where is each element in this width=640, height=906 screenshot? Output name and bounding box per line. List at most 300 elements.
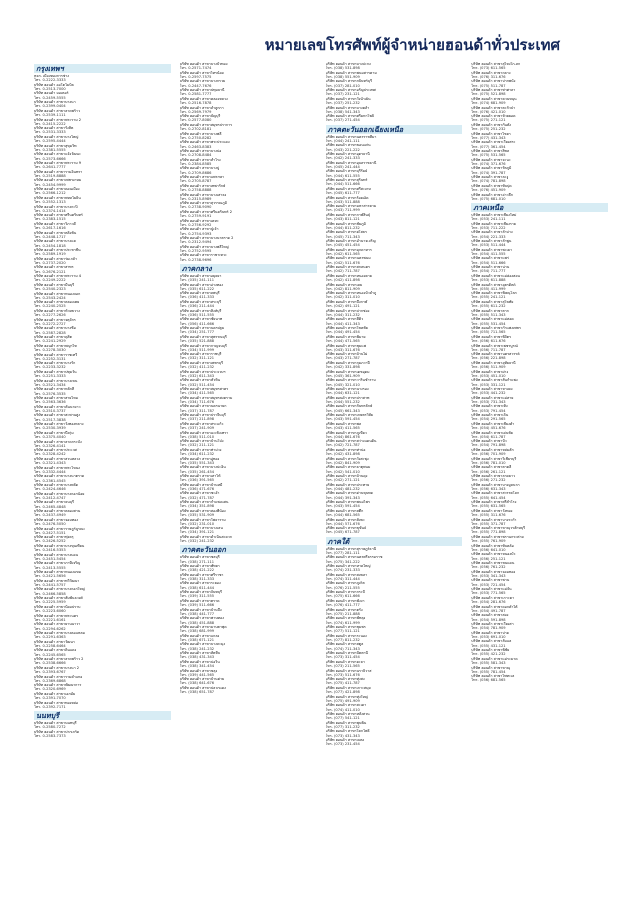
dealer-phone: โทร. 0-2437-4949	[34, 513, 66, 518]
dealer-entry	[326, 387, 463, 395]
dealer-name: บริษัท ฮอนด้า สาขาบางคอแหลม	[34, 631, 85, 635]
dealer-phone: โทร. (076) 411-777	[325, 603, 360, 608]
dealer-phone: โทร. 0-2332-4444	[34, 469, 66, 474]
dealer-entry	[326, 573, 463, 581]
dealer-phone: โทร. (076) 211-555	[325, 585, 360, 590]
dealer-entry	[34, 231, 171, 239]
dealer-phone: โทร. 0-2426-5252	[34, 539, 66, 544]
dealer-entry	[326, 309, 463, 317]
dealer-name: บริษัท ฮอนด้า สาขามหาสารคาม	[325, 204, 377, 209]
dealer-phone: โทร. (053) 331-121	[471, 382, 506, 387]
dealer-name: บริษัท ฮอนด้า สาขาบ้านดุง	[325, 474, 368, 479]
dealer-phone: โทร. (056) 221-898	[471, 356, 506, 361]
dealer-entry	[471, 483, 608, 491]
dealer-entry	[326, 274, 463, 282]
dealer-phone: โทร. (077) 281-111	[325, 550, 360, 555]
dealer-phone: โทร. 0-2552-1313	[34, 200, 66, 205]
dealer-name: บริษัท ฮอนด้า สาขาคลองเตย	[34, 300, 80, 305]
dealer-name: บริษัท ฮอนด้า สาขารังสิต	[34, 126, 74, 131]
dealer-phone: โทร. (042) 271-121	[325, 478, 360, 483]
dealer-entry	[471, 639, 608, 647]
dealer-column	[180, 62, 317, 747]
dealer-entry	[471, 570, 608, 578]
dealer-entry	[326, 317, 463, 325]
dealer-phone: โทร. (045) 451-454	[325, 243, 360, 248]
dealer-entry	[34, 257, 171, 265]
dealer-name: หจก. เมืองทองการช่าง	[34, 74, 70, 78]
dealer-name: บริษัท ฮอนด้า สาขาหนองคาย	[325, 273, 372, 278]
dealer-phone: โทร. 0-2221-6161	[34, 617, 66, 622]
dealer-entry	[471, 535, 608, 543]
dealer-name: บริษัท ฮอนด้า สาขาห้วยขวาง	[34, 308, 80, 313]
dealer-name: บริษัท ฮอนด้า สาขาแพรกษา	[179, 175, 225, 180]
dealer-entry	[326, 71, 463, 79]
dealer-name: บริษัท ฮอนด้า สาขาบางนา	[34, 100, 76, 105]
dealer-entry	[180, 616, 317, 624]
dealer-name: บริษัท ฮอนด้า สาขาพัทลุง	[325, 616, 366, 621]
dealer-name: บริษัท ฮอนด้า สาขาบางซื่อ	[34, 326, 76, 331]
dealer-name: บริษัท ฮอนด้า สาขาวารินชำราบ	[325, 378, 376, 383]
dealer-entry	[180, 193, 317, 201]
dealer-entry	[180, 404, 317, 412]
dealer-name: บริษัท ฮอนด้า สาขาปลวกแดง	[179, 685, 226, 690]
dealer-entry	[180, 677, 317, 685]
dealer-phone: โทร. (032) 241-232	[179, 539, 215, 544]
dealer-entry	[34, 648, 171, 656]
dealer-phone: โทร. 0-2530-3939	[34, 426, 66, 431]
dealer-entry	[180, 210, 317, 218]
dealer-name: บริษัท ฮอนด้า สาขาวังสะพุง	[325, 456, 369, 461]
dealer-phone: โทร. 0-2245-6565	[34, 652, 66, 657]
dealer-name: บริษัท ฮอนด้า สาขาปากช่อง	[325, 308, 370, 313]
dealer-phone: โทร. (038) 651-787	[179, 690, 215, 695]
dealer-phone: โทร. 0-2399-0404	[34, 104, 66, 109]
dealer-phone: โทร. (045) 241-444	[325, 164, 360, 169]
dealer-name: บริษัท ฮอนด้า สาขาพิชัย	[471, 648, 510, 653]
dealer-name: บริษัท ฮอนด้า สาขาทับปุด	[471, 183, 512, 188]
dealer-entry	[180, 184, 317, 192]
dealer-entry	[326, 509, 463, 517]
dealer-name: บริษัท ฮอนด้า สาขาปาย	[471, 630, 509, 635]
dealer-entry	[180, 491, 317, 499]
dealer-entry	[180, 686, 317, 694]
dealer-phone: โทร. 0-2641-7777	[34, 165, 66, 170]
dealer-entry	[34, 283, 171, 291]
dealer-entry	[34, 466, 171, 474]
dealer-entry	[34, 144, 171, 152]
dealer-entry	[326, 738, 463, 746]
dealer-entry	[34, 448, 171, 456]
dealer-entry	[471, 439, 608, 447]
dealer-name: บริษัท ฮอนด้า สาขาโชคชัย	[325, 326, 368, 331]
dealer-name: บริษัท ฮอนด้า สาขาสกลนคร	[325, 265, 370, 270]
dealer-phone: โทร. 0-2381-5555	[34, 147, 66, 152]
dealer-name: บริษัท ฮอนด้า สาขามาบตาพุด	[179, 625, 227, 629]
dealer-name: บริษัท ฮอนด้า สาขาสัมพันธวงศ์	[34, 596, 83, 601]
dealer-entry	[471, 274, 608, 282]
dealer-phone: โทร. (076) 421-010	[471, 109, 506, 114]
dealer-phone: โทร. (075) 211-888	[325, 611, 360, 616]
dealer-name: บริษัท ฮอนด้า สาขาปัตตานี	[325, 651, 369, 656]
dealer-entry	[34, 675, 171, 683]
dealer-name: บริษัท ฮอนด้า สาขาลำลูกกา	[179, 105, 224, 110]
dealer-entry	[180, 651, 317, 659]
dealer-name: บริษัท ฮอนด้า สาขาแม่ฮ่องสอน	[471, 273, 520, 278]
dealer-name: บริษัท ฮอนด้า สาขาบางบัวทอง	[179, 62, 228, 66]
dealer-name: บริษัท ฮอนด้า สาขาหัวหิน	[179, 378, 221, 383]
dealer-phone: โทร. 0-2759-9191	[179, 214, 212, 219]
dealer-phone: โทร. (045) 611-777	[325, 191, 360, 196]
dealer-name: บริษัท ฮอนด้า สาขาดอนเมือง	[34, 187, 80, 192]
dealer-phone: โทร. (044) 511-666	[325, 182, 360, 187]
dealer-entry	[180, 457, 317, 465]
dealer-name: บริษัท ฮอนด้า สาขาภูเขียว	[325, 430, 367, 435]
dealer-entry	[326, 721, 463, 729]
dealer-entry	[326, 686, 463, 694]
dealer-phone: โทร. (045) 711-343	[325, 234, 360, 239]
dealer-phone: โทร. 0-2756-9292	[179, 222, 212, 227]
dealer-phone: โทร. (054) 611-787	[471, 434, 506, 439]
dealer-phone: โทร. (034) 251-777	[179, 330, 215, 335]
dealer-name: บริษัท ฮอนด้า สาขาชัยนาท	[179, 317, 223, 322]
dealer-name: บริษัท ฮอนด้า สาขาสะเดา	[325, 703, 367, 708]
dealer-phone: โทร. (053) 691-010	[471, 634, 506, 639]
dealer-phone: โทร. (044) 471-565	[325, 339, 360, 343]
dealer-entry	[180, 483, 317, 491]
dealer-entry	[326, 448, 463, 456]
dealer-name: บริษัท ฮอนด้า สาขาเพชรบุรี	[179, 360, 224, 365]
dealer-entry	[471, 265, 608, 273]
dealer-name: บริษัท ฮอนด้า สาขาประเวศ	[34, 448, 77, 453]
dealer-name: บริษัท ฮอนด้า สาขาจะนะ	[471, 157, 511, 162]
dealer-phone: โทร. (044) 411-343	[325, 321, 360, 326]
dealer-entry	[180, 245, 317, 253]
dealer-name: บริษัท ฮอนด้า สาขาอำนาจเจริญ	[325, 239, 376, 244]
dealer-entry	[471, 631, 608, 639]
dealer-name: บริษัท ฮอนด้า สาขาเวียงสระ	[471, 140, 516, 145]
dealer-name: บริษัท ฮอนด้า สาขาพุนพิน	[325, 720, 367, 725]
dealer-name: บริษัท ฮอนด้า สาขาพะเยา	[471, 247, 512, 252]
dealer-entry	[471, 291, 608, 299]
dealer-entry	[326, 62, 463, 70]
dealer-columns	[34, 62, 608, 747]
dealer-entry	[34, 100, 171, 108]
dealer-name: บริษัท ฮอนด้า สาขากุมภวาปี	[325, 360, 370, 365]
dealer-phone: โทร. 0-2587-2828	[34, 330, 66, 335]
dealer-name: บริษัท ฮอนด้า สาขาพิมาย	[325, 334, 366, 339]
dealer-phone: โทร. (045) 671-787	[325, 530, 360, 535]
dealer-phone: โทร. (053) 721-454	[471, 582, 506, 587]
dealer-name: บริษัท ฮอนด้า สาขาเคหะ	[179, 218, 219, 223]
dealer-entry	[326, 326, 463, 334]
dealer-phone: โทร. (074) 391-787	[471, 170, 506, 175]
dealer-name: บริษัท ฮอนด้า สาขาบางกอกน้อย	[34, 491, 85, 496]
dealer-name: บริษัท ฮอนด้า สาขาตราด	[179, 598, 220, 603]
dealer-name: บริษัท ฮอนด้า สาขาปู่เจ้า	[179, 227, 219, 232]
dealer-phone: โทร. (036) 411-333	[179, 295, 215, 300]
dealer-entry	[326, 283, 463, 291]
dealer-entry	[326, 265, 463, 273]
dealer-phone: โทร. (056) 701-909	[471, 452, 506, 457]
dealer-phone: โทร. (073) 431-343	[325, 733, 360, 738]
dealer-name: บริษัท ฮอนด้า สาขาตาคลี	[471, 465, 512, 470]
dealer-phone: โทร. 0-2375-4040	[34, 435, 66, 440]
dealer-entry	[326, 213, 463, 221]
dealer-phone: โทร. (055) 781-454	[471, 669, 506, 674]
dealer-name: บริษัท ฮอนด้า สาขากาญจนบุรี	[179, 343, 227, 348]
dealer-entry	[326, 291, 463, 299]
dealer-entry	[471, 561, 608, 569]
dealer-phone: โทร. 0-2294-6262	[34, 626, 66, 631]
dealer-name: บริษัท ฮอนด้า สาขาหาดใหญ่	[325, 564, 371, 569]
dealer-name: บริษัท ฮอนด้า สาขาหนองบัว	[471, 552, 516, 557]
dealer-entry	[34, 344, 171, 352]
dealer-name: บริษัท ฮอนด้า สาขากันตัง	[471, 122, 512, 127]
dealer-phone: โทร. (036) 211-444	[179, 304, 215, 309]
dealer-phone: โทร. 0-2705-8787	[179, 179, 212, 184]
dealer-phone: โทร. 0-2392-7171	[34, 704, 66, 709]
dealer-name: บริษัท ฮอนด้า สาขายะลา	[325, 659, 365, 664]
dealer-entry	[34, 701, 171, 709]
dealer-phone: โทร. (074) 781-898	[471, 179, 506, 184]
dealer-entry	[471, 396, 608, 404]
dealer-phone: โทร. (055) 641-454	[471, 495, 506, 500]
dealer-name: บริษัท ฮอนด้า สาขาเกาะสมุย	[325, 685, 371, 690]
dealer-phone: โทร. (042) 611-565	[325, 251, 360, 256]
dealer-entry	[326, 143, 463, 151]
dealer-entry	[180, 387, 317, 395]
dealer-phone: โทร. (055) 371-787	[471, 521, 506, 526]
dealer-entry	[471, 457, 608, 465]
dealer-name: บริษัท ฮอนด้า สาขาห้วยยอด	[471, 114, 516, 119]
dealer-name: บริษัท ฮอนด้า สาขาลาดพร้าว 2	[34, 657, 84, 662]
dealer-entry	[471, 175, 608, 183]
dealer-entry	[326, 660, 463, 668]
dealer-phone: โทร. (038) 511-010	[179, 434, 215, 439]
dealer-phone: โทร. (055) 241-121	[471, 295, 506, 300]
dealer-entry	[471, 106, 608, 114]
dealer-phone: โทร. 0-2476-5050	[34, 522, 66, 527]
dealer-name: บริษัท ฮอนด้า สาขาแม่ระมาด	[471, 656, 518, 661]
dealer-phone: โทร. 0-2315-8989	[179, 196, 212, 201]
dealer-phone: โทร. (044) 491-454	[325, 330, 360, 335]
dealer-entry	[326, 431, 463, 439]
dealer-name: บริษัท ฮอนด้า สาขาจอมทอง	[34, 517, 78, 522]
dealer-phone: โทร. (074) 711-343	[325, 646, 360, 651]
dealer-phone: โทร. 0-2521-3434	[34, 382, 66, 387]
dealer-entry	[180, 599, 317, 607]
dealer-name: บริษัท ฮอนด้า สาขาเชียงราย	[471, 221, 516, 226]
dealer-entry	[326, 518, 463, 526]
dealer-name: บริษัท ฮอนด้า สาขาสิงห์บุรี	[179, 308, 222, 313]
dealer-name: บริษัท ฮอนด้า สาขาพระราม 9	[34, 161, 82, 166]
dealer-phone: โทร. 0-2427-5151	[34, 530, 66, 535]
dealer-entry	[34, 405, 171, 413]
dealer-entry	[34, 570, 171, 578]
dealer-name: บริษัท ฮอนด้า สาขาชลบุรี	[179, 555, 220, 560]
dealer-phone: โทร. (074) 371-676	[471, 161, 506, 166]
dealer-entry	[471, 248, 608, 256]
dealer-phone: โทร. (034) 611-232	[179, 452, 215, 457]
dealer-phone: โทร. (055) 411-999	[471, 286, 506, 291]
dealer-name: บริษัท ฮอนด้า สาขาสอง	[471, 613, 509, 618]
dealer-name: บริษัท ฮอนด้า สาขาบางพลี	[179, 131, 222, 136]
dealer-name: บริษัท ฮอนด้า สาขายานนาวา	[34, 622, 81, 627]
dealer-phone: โทร. 0-2571-7474	[179, 66, 212, 71]
dealer-name: บริษัท ฮอนด้า สาขาสัตหีบ	[179, 651, 221, 656]
dealer-entry	[326, 555, 463, 563]
dealer-name: บริษัท ฮอนด้า สาขาบางพลีใหญ่	[179, 244, 229, 249]
dealer-phone: โทร. (055) 631-565	[471, 504, 506, 509]
dealer-name: บริษัท ฮอนด้า สาขาบางเขน	[34, 378, 78, 383]
dealer-entry	[471, 114, 608, 122]
dealer-phone: โทร. 0-2258-6464	[34, 643, 66, 648]
dealer-phone: โทร. (054) 591-898	[471, 617, 506, 622]
dealer-name: บริษัท ฮอนด้า สาขาชุมแพ	[325, 343, 367, 348]
dealer-entry	[34, 126, 171, 134]
dealer-entry	[34, 353, 171, 361]
dealer-phone: โทร. (032) 211-121	[179, 443, 215, 448]
dealer-entry	[34, 509, 171, 517]
dealer-entry	[180, 352, 317, 360]
dealer-phone: โทร. (056) 261-121	[471, 469, 506, 474]
dealer-entry	[34, 500, 171, 508]
dealer-phone: โทร. 0-2676-2121	[34, 269, 66, 274]
dealer-name: บริษัท ฮอนด้า สาขาสายไหม	[34, 396, 78, 401]
dealer-name: บริษัท ฮอนด้า สาขาเกาะคา	[471, 595, 515, 600]
dealer-name: บริษัท ฮอนด้า สาขาเลย	[325, 282, 363, 287]
dealer-phone: โทร. (077) 541-121	[325, 716, 360, 721]
dealer-name: บริษัท ฮอนด้า สาขาตะกั่วป่า	[471, 105, 516, 110]
dealer-entry	[471, 213, 608, 221]
dealer-name: บริษัท ฮอนด้า สาขาอุทัยธานี	[471, 360, 516, 365]
dealer-phone: โทร. 0-2412-4747	[34, 495, 66, 500]
dealer-entry	[326, 695, 463, 703]
dealer-name: บริษัท ฮอนด้า สาขากบินทร์บุรี	[325, 79, 373, 84]
dealer-name: บริษัท ฮอนด้า สาขาพระประแดง	[179, 140, 230, 145]
dealer-name: บริษัท ฮอนด้า สาขาเดชอุดม	[325, 369, 370, 374]
dealer-name: บริษัท ฮอนด้า สาขาแม่จัน	[471, 587, 512, 592]
dealer-phone: โทร. 0-2563-3636	[34, 400, 66, 405]
dealer-phone: โทร. (044) 551-232	[325, 399, 360, 404]
dealer-name: บริษัท ฮอนด้า สาขาบ้านโป่ง	[179, 439, 224, 444]
dealer-name: บริษัท ฮอนด้า สาขาลับแล	[471, 639, 512, 644]
dealer-entry	[34, 109, 171, 117]
dealer-phone: โทร. (075) 511-787	[471, 83, 506, 88]
dealer-entry	[471, 335, 608, 343]
dealer-name: บริษัท ฮอนด้า สาขาท่าศาลา	[471, 88, 516, 93]
dealer-entry	[471, 613, 608, 621]
dealer-entry	[34, 561, 171, 569]
dealer-name: บริษัท ฮอนด้า สาขาบางนา 2	[34, 665, 80, 670]
dealer-entry	[180, 590, 317, 598]
dealer-name: บริษัท ฮอนด้า สาขาดอกคำใต้	[471, 604, 518, 609]
dealer-phone: โทร. (054) 781-909	[471, 626, 506, 631]
dealer-phone: โทร. 0-2569-7979	[179, 109, 212, 114]
dealer-entry	[326, 413, 463, 421]
dealer-entry	[326, 474, 463, 482]
dealer-phone: โทร. 0-2702-8181	[179, 127, 212, 132]
dealer-phone: โทร. (075) 611-666	[325, 594, 360, 599]
dealer-name: บริษัท ฮอนด้า สาขาแม่สาย	[471, 395, 514, 400]
dealer-phone: โทร. 0-2312-9494	[179, 240, 212, 245]
dealer-entry	[180, 326, 317, 334]
dealer-phone: โทร. (054) 281-676	[471, 600, 506, 605]
dealer-entry	[180, 140, 317, 148]
dealer-entry	[180, 535, 317, 543]
dealer-phone: โทร. 0-2393-6767	[34, 670, 66, 675]
dealer-phone: โทร. (054) 221-333	[471, 234, 506, 239]
region-heading: นนทบุรี	[34, 711, 171, 720]
dealer-phone: โทร. (036) 511-555	[179, 312, 215, 317]
dealer-name: บริษัท ฮอนด้า สาขาราชเทวี	[34, 352, 78, 357]
dealer-entry	[471, 448, 608, 456]
dealer-entry	[326, 677, 463, 685]
dealer-entry	[471, 97, 608, 105]
dealer-phone: โทร. (075) 251-232	[471, 127, 506, 132]
dealer-entry	[34, 274, 171, 282]
dealer-name: บริษัท ฮอนด้า สาขาบางนาตราด	[34, 474, 85, 479]
dealer-entry	[180, 166, 317, 174]
dealer-entry	[34, 431, 171, 439]
dealer-name: บริษัท ฮอนด้า สาขาเกษตรวิสัย	[325, 413, 373, 418]
dealer-phone: โทร. (055) 771-898	[471, 530, 506, 535]
dealer-name: บริษัท ฮอนด้า สาขาธัญบุรี	[179, 114, 221, 119]
dealer-name: บริษัท ฮอนด้า สาขาแจ้งวัฒนะ	[34, 152, 81, 157]
dealer-phone: โทร. (042) 841-909	[325, 460, 360, 465]
dealer-entry	[180, 625, 317, 633]
dealer-name: บริษัท ฮอนด้า สาขานครศรีธรรมราช	[325, 555, 383, 560]
dealer-name: บริษัท ฮอนด้า สาขาสตึก	[325, 508, 364, 513]
dealer-phone: โทร. (055) 761-909	[471, 539, 506, 544]
dealer-name: บริษัท ฮอนด้า สาขาบางปู	[179, 166, 220, 171]
dealer-entry	[34, 622, 171, 630]
dealer-phone: โทร. (042) 511-676	[325, 260, 360, 265]
dealer-phone: โทร. (043) 591-454	[325, 504, 360, 509]
dealer-entry	[326, 256, 463, 264]
dealer-phone: โทร. (043) 711-999	[325, 208, 360, 213]
dealer-name: บริษัท ฮอนด้า สาขาบึงกาฬ	[325, 299, 368, 304]
dealer-name: บริษัท ฮอนด้า สาขาคลองหลวง	[179, 96, 228, 101]
dealer-entry	[326, 169, 463, 177]
dealer-phone: โทร. 0-2391-7070	[34, 696, 66, 701]
dealer-phone: โทร. (042) 241-333	[325, 156, 360, 161]
dealer-entry	[34, 440, 171, 448]
dealer-phone: โทร. 0-2538-6666	[34, 661, 66, 666]
dealer-name: บริษัท ฮอนด้า สาขาขลุง	[179, 668, 218, 673]
dealer-phone: โทร. 0-2384-8585	[179, 161, 212, 166]
dealer-phone: โทร. (039) 511-666	[179, 603, 215, 608]
dealer-phone: โทร. (053) 451-010	[471, 373, 506, 378]
dealer-phone: โทร. 0-2539-1111	[34, 113, 66, 118]
dealer-name: บริษัท ฮอนด้า สาขาราษฎร์บูรณะ	[34, 526, 86, 531]
dealer-phone: โทร. (034) 351-898	[179, 504, 215, 509]
dealer-entry	[34, 666, 171, 674]
dealer-name: บริษัท ฮอนด้า สาขาสาทร	[34, 265, 74, 270]
dealer-entry	[326, 335, 463, 343]
dealer-name: บริษัท ฮอนด้า สาขาบางบ่อ	[179, 149, 222, 154]
dealer-entry	[326, 97, 463, 105]
dealer-entry	[180, 201, 317, 209]
dealer-phone: โทร. (038) 451-888	[179, 620, 215, 625]
dealer-entry	[180, 448, 317, 456]
dealer-phone: โทร. (038) 431-343	[179, 655, 215, 660]
page-title: หมายเลขโทรศัพท์ผู้จำหน่ายฮอนด้าทั่วประเทศ	[264, 36, 560, 54]
dealer-name: บริษัท ฮอนด้า สาขาสวรรคโลก	[471, 491, 520, 496]
dealer-entry	[180, 344, 317, 352]
dealer-phone: โทร. (075) 411-787	[325, 681, 360, 686]
dealer-entry	[34, 370, 171, 378]
